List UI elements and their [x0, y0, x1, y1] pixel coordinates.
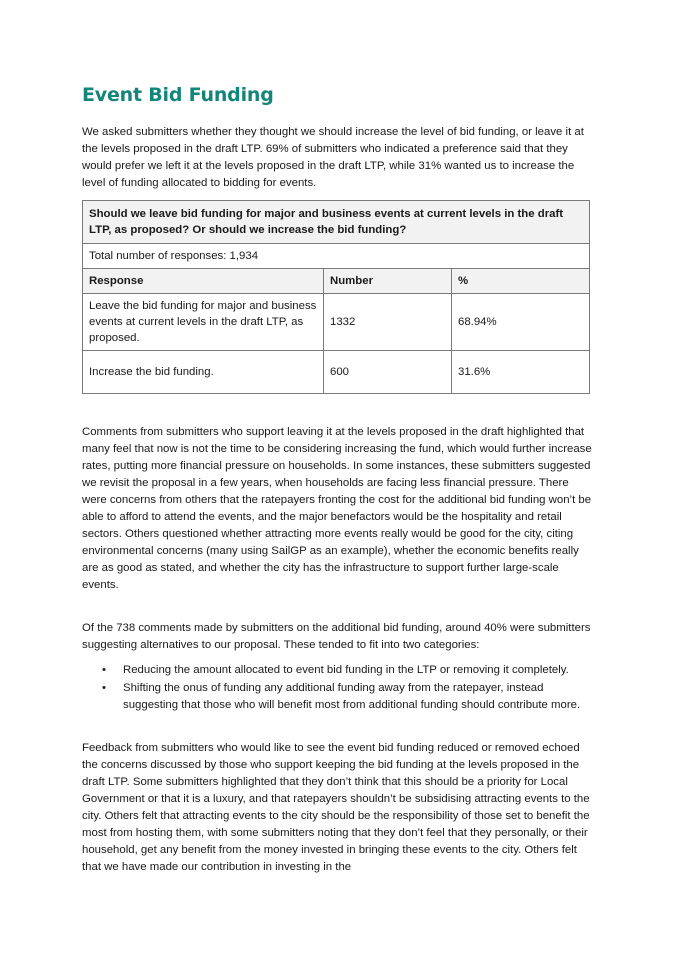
list-item-text: Reducing the amount allocated to event bid funding in the LTP or removing it completely.: [123, 664, 569, 676]
list-item: [82, 680, 596, 714]
table-total-responses: Total number of responses: 1,934: [83, 244, 590, 269]
list-item: [82, 662, 596, 679]
alternatives-paragraph: Of the 738 comments made by submitters on the additional bid funding, around 40% were submitters suggesting alternatives to our proposal. These tended to fit into two categories:: [82, 622, 591, 651]
table-cell-percent: 31.6%: [452, 351, 590, 394]
bullet-icon: •: [102, 664, 106, 676]
support-comments-paragraph: Comments from submitters who support leaving it at the levels proposed in the draft highlighted that many feel that now is not the time to be considering increasing the fund, which would further increase rates, putting more financial pressure on households. In some instances, these submitters suggested we revisit the proposal in a few years, when households are facing less financial pressure. There were concerns from others that the ratepayers fronting the cost for the additional bid funding won’t be able to afford to attend the events, and the major benefactors would be the hospitality and retail sectors. Others questioned whether attracting more events really would be good for the city, citing environmental concerns (many using SailGP as an example), whether the economic benefits really are as good as stated, and whether the city has the infrastructure to support further large-scale events.: [82, 426, 592, 591]
table-cell-percent: 68.94%: [452, 294, 590, 351]
alternatives-list: [82, 662, 596, 715]
column-header-response: Response: [83, 269, 324, 294]
feedback-paragraph: Feedback from submitters who would like to see the event bid funding reduced or removed echoed the concerns discussed by those who support keeping the bid funding at the levels proposed in the draft LTP. Some submitters highlighted that they don’t think that this should be a priority for Local Government or that it is a luxury, and that ratepayers shouldn’t be subsidising attracting events to the city. Others felt that attracting events to the city should be the responsibility of those set to benefit the most from hosting them, with some submitters noting that they don’t feel that they personally, or their household, get any benefit from the money invested in bringing these events to the city. Others felt that we have made our contribution in investing in the: [82, 742, 590, 873]
table-question: Should we leave bid funding for major and business events at current levels in the draft LTP, as proposed? Or should we increase the bid funding?: [83, 201, 590, 244]
survey-results-table: [82, 200, 590, 394]
table-cell-number: 1332: [324, 294, 452, 351]
table-cell-response: Leave the bid funding for major and business events at current levels in the draft LTP, as proposed.: [83, 294, 324, 351]
column-header-number: Number: [324, 269, 452, 294]
bullet-icon: •: [102, 682, 106, 694]
table-row: [83, 351, 590, 394]
table-cell-response: Increase the bid funding.: [83, 351, 324, 394]
intro-paragraph: We asked submitters whether they thought we should increase the level of bid funding, or leave it at the levels proposed in the draft LTP. 69% of submitters who indicated a preference said that they would prefer we left it at the levels proposed in the draft LTP, while 31% wanted us to increase the level of funding allocated to bidding for events.: [82, 126, 584, 189]
table-row: [83, 294, 590, 351]
list-item-text: Shifting the onus of funding any additional funding away from the ratepayer, instead suggesting that those who will benefit most from additional funding should contribute more.: [123, 682, 581, 711]
page-title: Event Bid Funding: [82, 84, 274, 106]
column-header-percent: %: [452, 269, 590, 294]
table-cell-number: 600: [324, 351, 452, 394]
